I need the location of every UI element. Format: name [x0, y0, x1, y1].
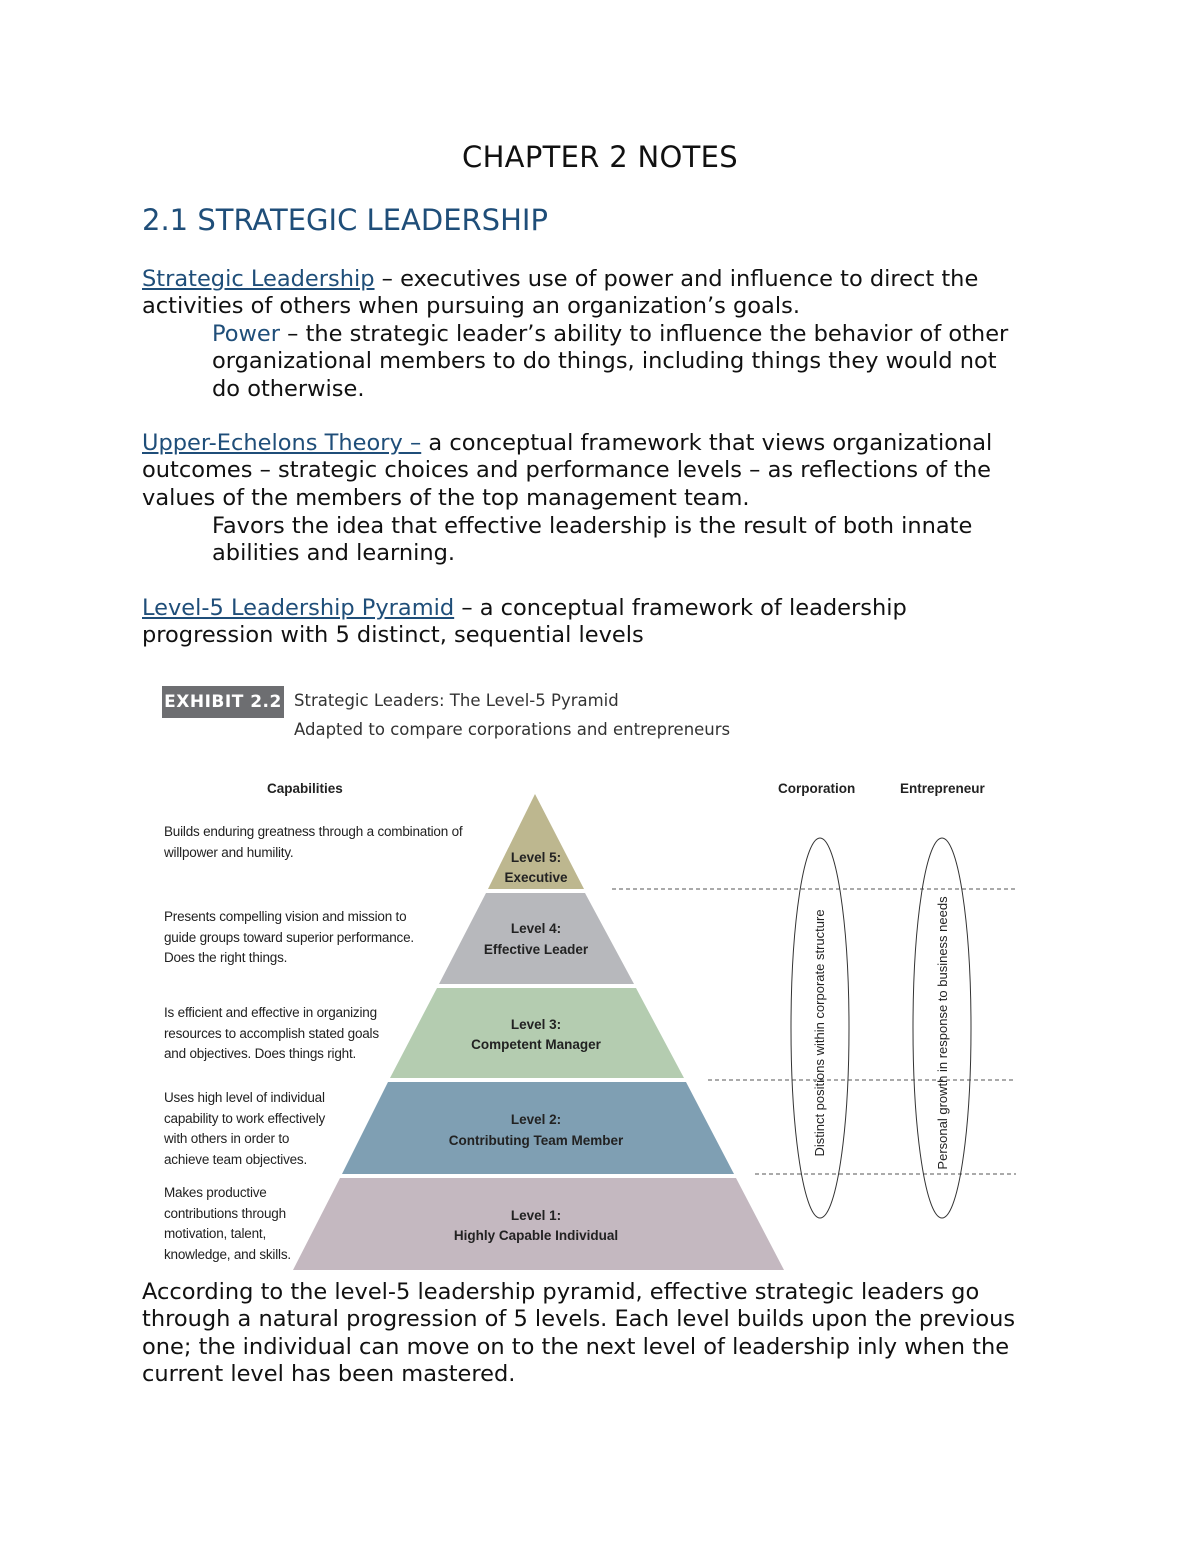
- section-heading: 2.1 STRATEGIC LEADERSHIP: [142, 203, 548, 237]
- upper-echelons-note: [212, 513, 1072, 568]
- capability-line: Makes productive: [164, 1185, 267, 1200]
- strategic-leadership-definition: [142, 266, 1072, 321]
- capability-line: knowledge, and skills.: [164, 1246, 291, 1262]
- level2-name: Contributing Team Member: [448, 1133, 624, 1148]
- conclusion-line: current level has been mastered.: [142, 1360, 516, 1387]
- definition-text: – a conceptual framework of leadership: [454, 595, 907, 621]
- capability-line: resources to accomplish stated goals: [164, 1025, 379, 1041]
- level5-title: Level 5:: [510, 850, 562, 865]
- pyramid-tier-level4: [439, 893, 634, 984]
- capability-line: willpower and humility.: [164, 844, 294, 860]
- power-definition: [212, 321, 1072, 403]
- upper-echelons-definition: [142, 430, 1072, 512]
- level5-name: Executive: [504, 870, 568, 885]
- definition-text: values of the members of the top management team.: [142, 484, 750, 511]
- pyramid-tier-level2: [342, 1082, 734, 1174]
- definition-text: – the strategic leader’s ability to influence the behavior of other: [280, 321, 1009, 347]
- capability-line: Does the right things.: [164, 950, 288, 965]
- capability-line: Uses high level of individual: [164, 1090, 325, 1105]
- capability-line: with others in order to: [164, 1131, 290, 1146]
- term-strategic-leadership: Strategic Leadership: [142, 266, 375, 292]
- conclusion-line: one; the individual can move on to the next level of leadership inly when the: [142, 1333, 1010, 1360]
- chapter-title: CHAPTER 2 NOTES: [462, 140, 738, 174]
- capability-line: Is efficient and effective in organizing: [164, 1005, 377, 1020]
- capability-line: guide groups toward superior performance.: [164, 929, 414, 945]
- entrepreneur-label: Personal growth in response to business needs: [935, 896, 950, 1170]
- level4-title: Level 4:: [510, 921, 562, 936]
- exhibit-badge: EXHIBIT 2.2: [162, 686, 284, 718]
- note-text: abilities and learning.: [212, 540, 456, 567]
- capability-line: Presents compelling vision and mission to: [164, 909, 407, 924]
- definition-text: progression with 5 distinct, sequential levels: [142, 622, 644, 649]
- capability-line: and objectives. Does things right.: [164, 1046, 357, 1061]
- definition-text: activities of others when pursuing an organization’s goals.: [142, 293, 800, 320]
- exhibit-figure: [160, 686, 1040, 1276]
- definition-text: organizational members to do things, including things they would not: [212, 348, 997, 375]
- note-text: Favors the idea that effective leadership is the result of both innate: [212, 513, 973, 539]
- conclusion-line: through a natural progression of 5 levels. Each level builds upon the previous: [142, 1306, 1016, 1333]
- corporation-header: Corporation: [778, 781, 856, 796]
- level2-title: Level 2:: [510, 1112, 562, 1127]
- term-power: Power: [212, 321, 281, 347]
- capability-line: contributions through: [164, 1205, 286, 1221]
- capability-line: achieve team objectives.: [164, 1151, 308, 1167]
- capability-line: Builds enduring greatness through a combination of: [164, 824, 463, 839]
- pyramid-tier-level3: [390, 988, 684, 1078]
- level3-name: Competent Manager: [471, 1037, 601, 1052]
- level1-title: Level 1:: [510, 1208, 562, 1223]
- definition-text: a conceptual framework that views organizational: [421, 430, 993, 456]
- level3-title: Level 3:: [510, 1017, 562, 1032]
- capability-line: motivation, talent,: [164, 1226, 267, 1241]
- level4-name: Effective Leader: [483, 942, 589, 957]
- conclusion-line: According to the level-5 leadership pyramid, effective strategic leaders go: [142, 1279, 980, 1305]
- conclusion-paragraph: [142, 1279, 1072, 1388]
- exhibit-subtitle: Adapted to compare corporations and entrepreneurs: [294, 720, 731, 739]
- level1-name: Highly Capable Individual: [453, 1228, 619, 1243]
- definition-text: – executives use of power and influence to direct the: [374, 266, 979, 292]
- capability-line: capability to work effectively: [164, 1110, 326, 1126]
- term-upper-echelons: Upper-Echelons Theory –: [142, 430, 422, 456]
- definition-text: outcomes – strategic choices and performance levels – as reflections of the: [142, 457, 991, 484]
- pyramid-diagram: [160, 686, 1040, 1276]
- corporation-label: Distinct positions within corporate structure: [812, 909, 827, 1157]
- pyramid-tier-level1: [293, 1178, 784, 1270]
- term-level5-pyramid: Level-5 Leadership Pyramid: [142, 595, 455, 621]
- capabilities-header: Capabilities: [267, 781, 343, 796]
- level5-definition: [142, 595, 1072, 650]
- exhibit-title: Strategic Leaders: The Level-5 Pyramid: [294, 691, 619, 710]
- definition-text: do otherwise.: [212, 375, 365, 402]
- entrepreneur-header: Entrepreneur: [900, 781, 985, 796]
